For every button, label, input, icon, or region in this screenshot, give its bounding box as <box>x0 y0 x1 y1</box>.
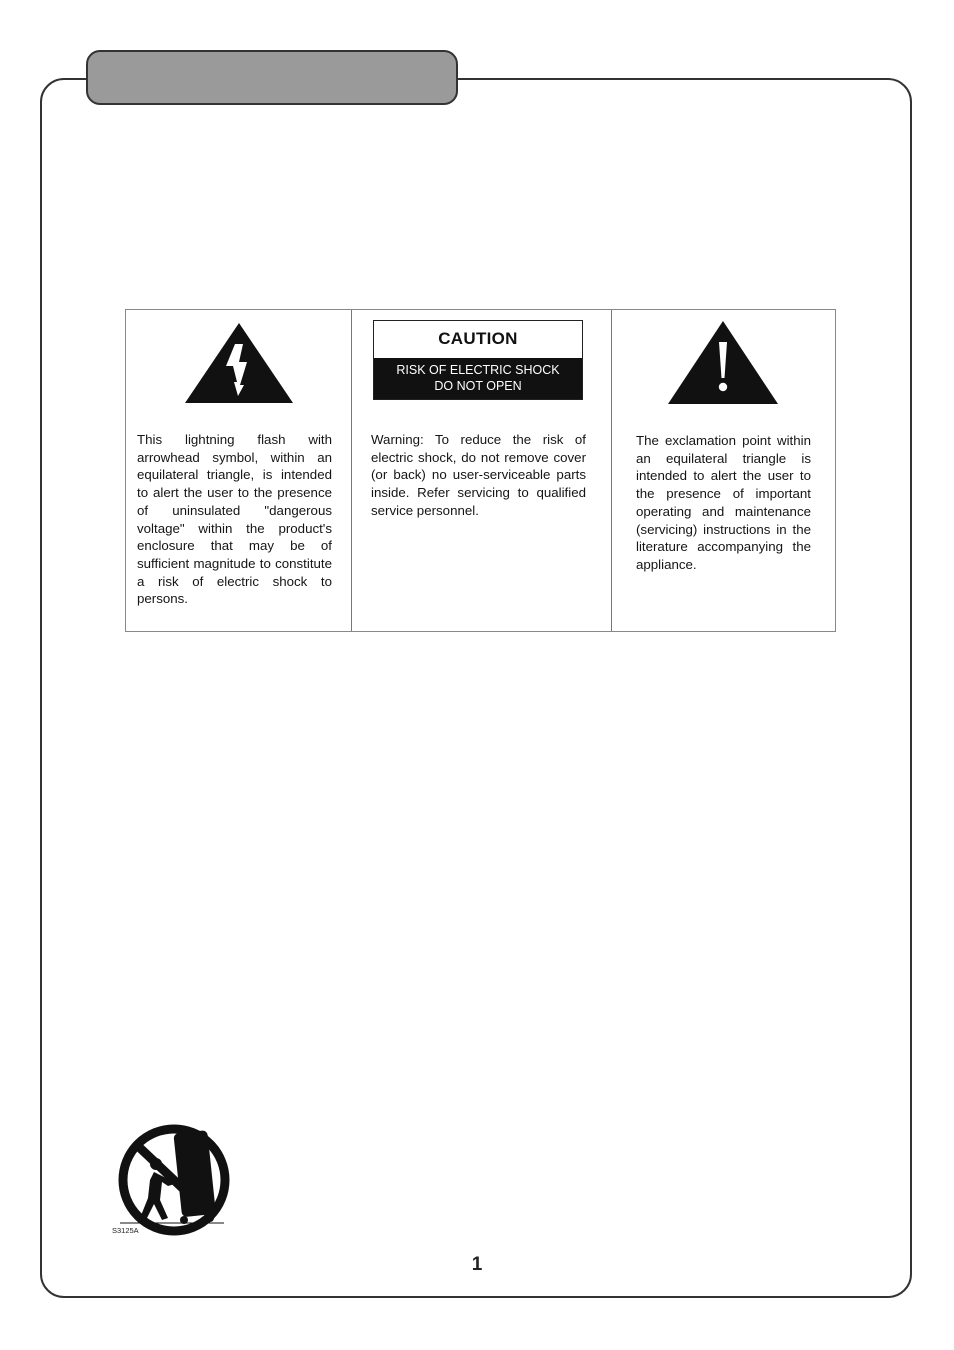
page-frame <box>40 78 912 1298</box>
caution-line-2: DO NOT OPEN <box>434 379 522 393</box>
exclamation-symbol-description: The exclamation point within an equilateral triangle is intended to alert the user to the presence of important operating and maintenance (servicing) instructions in the literature accompanying the appliance. <box>636 433 811 572</box>
column-divider <box>351 310 352 631</box>
column-divider <box>611 310 612 631</box>
lightning-symbol-description: This lightning flash with arrowhead symbol, within an equilateral triangle, is intended to alert the user to the presence of uninsulated "dangerous voltage" within the product's enclosure that may be of sufficient magnitude to constitute a risk of electric shock to persons. <box>137 432 332 607</box>
cart-symbol-code: S3125A <box>112 1226 139 1235</box>
caution-band <box>374 358 582 399</box>
lightning-triangle-icon <box>183 322 295 404</box>
section-header-tab <box>86 50 458 105</box>
cart-warning-icon <box>112 1122 232 1237</box>
page-number: 1 <box>471 1254 483 1275</box>
caution-line-1: RISK OF ELECTRIC SHOCK <box>396 363 560 377</box>
exclamation-triangle-icon <box>666 320 780 406</box>
caution-title: CAUTION <box>438 329 518 348</box>
warning-description: Warning: To reduce the risk of electric shock, do not remove cover (or back) no user-serviceable parts inside. Refer servicing to qualified service personnel. <box>371 432 586 518</box>
caution-label <box>373 320 583 400</box>
